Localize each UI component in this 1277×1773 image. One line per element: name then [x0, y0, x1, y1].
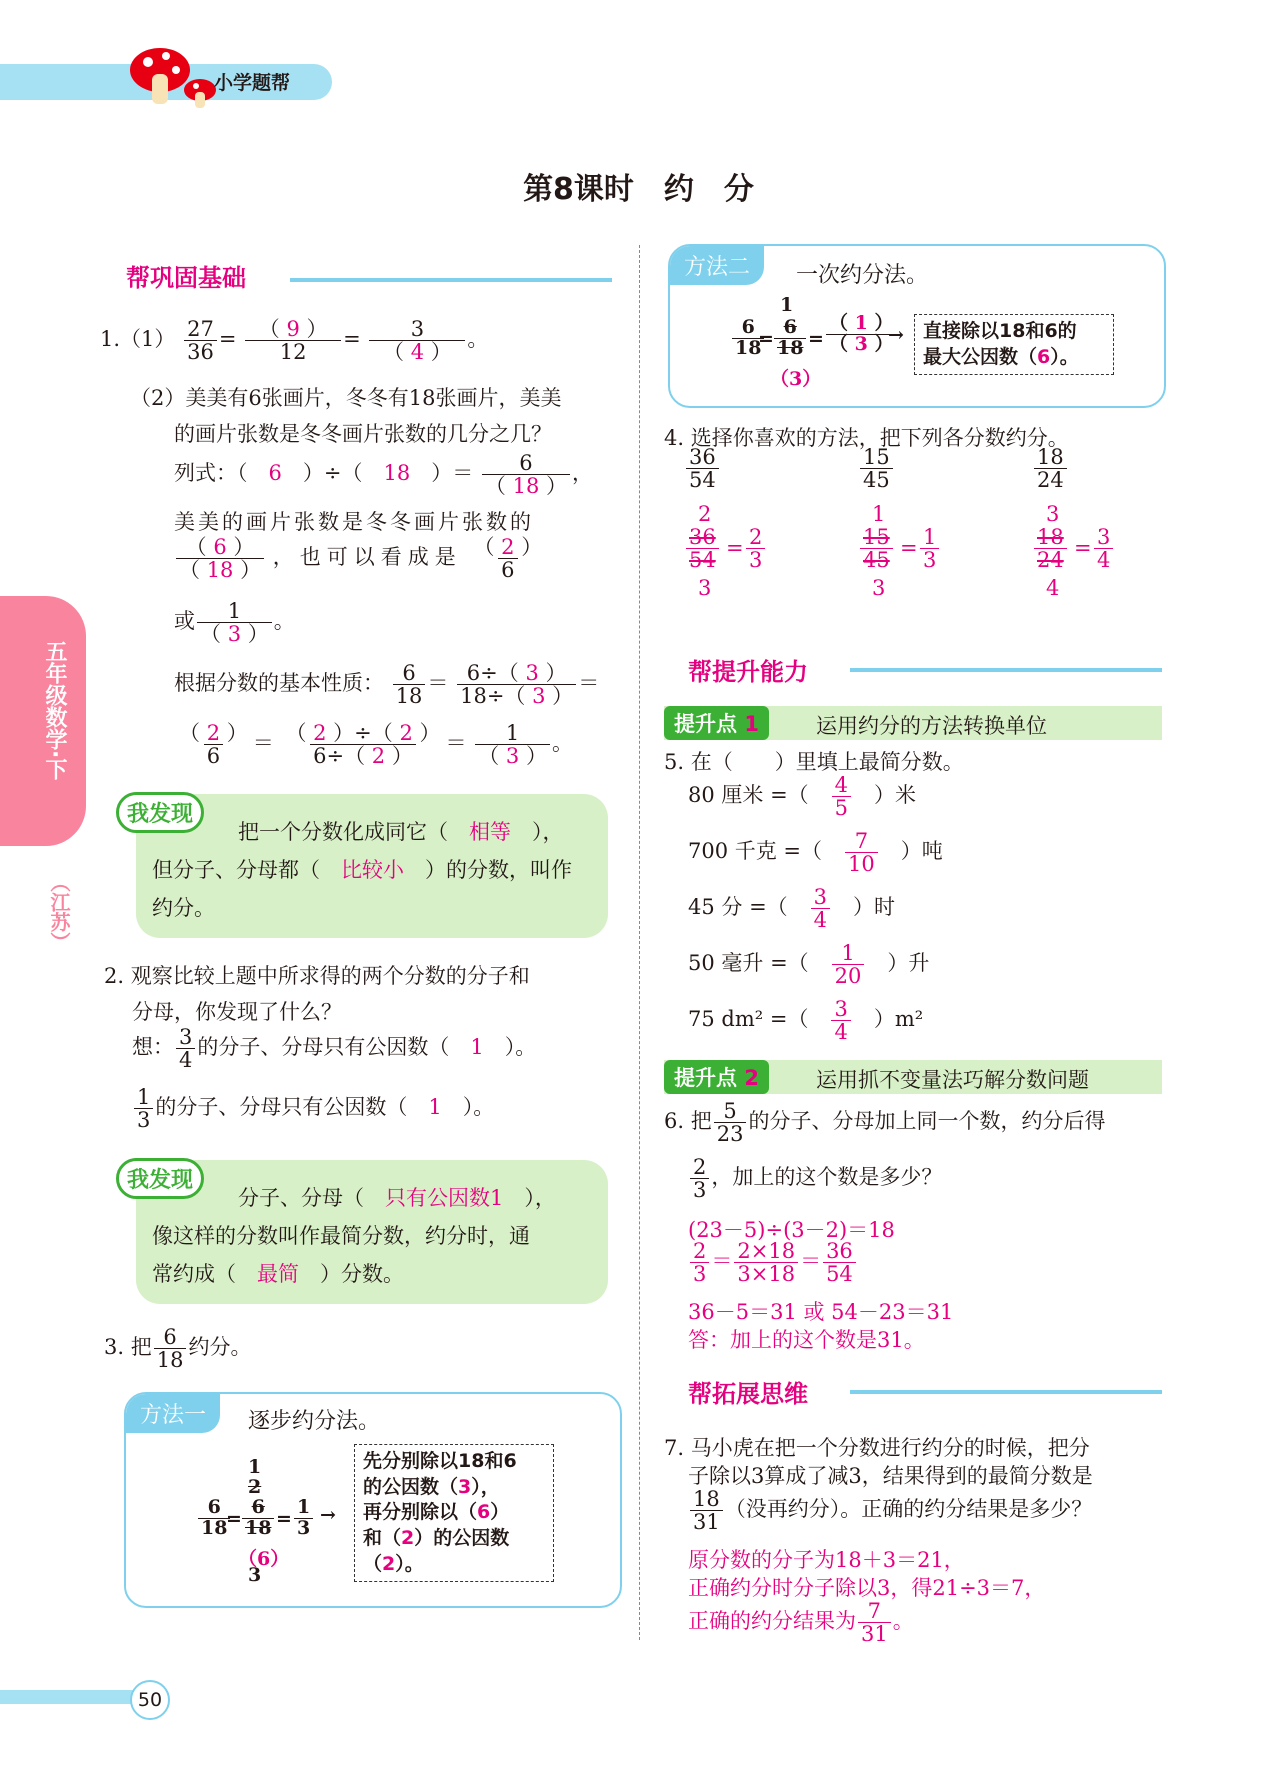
- q7-answer-2: 正确约分时分子除以3，得21÷3＝7，: [688, 1576, 1046, 1600]
- q4-item-1: $\frac{36}{54}$: [684, 446, 721, 491]
- q2-l3: 想： $\frac{3}{4}$ 的分子、分母只有公因数（ 1 ）。: [132, 1025, 537, 1073]
- method2-calc: $\frac{6}{18}$ = 1 $\frac{6}{18}$ （3） = $\frac{( 1 )}{( 3 )}$ →: [730, 294, 920, 394]
- q1-line6: 根据分数的基本性质： $\frac{6}{18}$ ＝ $\frac{6\div( 3 )}{18\div( 3 )}$ ＝: [174, 661, 600, 709]
- q5-row-1: 80 厘米 =（ $\frac{4}{5}$ ）米: [688, 773, 917, 821]
- section-line: [850, 1390, 1162, 1394]
- discover2-l2: 像这样的分数叫作最简分数，约分时，通: [152, 1224, 530, 1248]
- q2-l2: 分母，你发现了什么？: [132, 1000, 342, 1024]
- discover1-l1: 把一个分数化成同它（ 相等 ），: [238, 820, 564, 844]
- page-number: 50: [130, 1680, 170, 1720]
- method2-note: 直接除以18和6的 最大公因数（6）。: [914, 314, 1114, 375]
- q4-answer-2: 1 $\frac{15}{45}$ 3 = $\frac{1}{3}$: [858, 502, 978, 602]
- q2-l4: $\frac{1}{3}$ 的分子、分母只有公因数（ 1 ）。: [132, 1086, 494, 1131]
- discover1-l2: 但分子、分母都（ 比较小 ）的分数，叫作: [152, 858, 572, 882]
- q7-answer-3: 正确的约分结果为 $\frac{7}{31}$ 。: [688, 1599, 914, 1647]
- q1-line7: $\frac{( 2 )}{6}$ ＝ $\frac{( 2 )\div( 2 )}{6\div( 2 )}$ ＝ $\frac{1}{( 3 )}$ 。: [179, 721, 573, 769]
- q3: 3. 把 $\frac{6}{18}$ 约分。: [104, 1325, 252, 1373]
- q7-l2: 子除以3算成了减3，结果得到的最简分数是: [688, 1464, 1093, 1488]
- discover-bubble-2: 我发现: [116, 1158, 204, 1199]
- method1-desc: 逐步约分法。: [248, 1409, 381, 1434]
- q6-l2: $\frac{2}{3}$ ，加上的这个数是多少？: [688, 1156, 942, 1201]
- method2-tag: 方法二: [670, 246, 764, 285]
- q4-answer-3: 3 $\frac{18}{24}$ 4 = $\frac{3}{4}$: [1032, 502, 1152, 602]
- side-tab-region: （江苏）: [47, 872, 71, 952]
- point1-text: 运用约分的方法转换单位: [816, 714, 1047, 738]
- q1-part1: 1.（1） $\frac{27}{36}$ = $\frac{( 9 )}{12}$ = $\frac{3}{( 4 )}$ 。: [100, 317, 489, 365]
- q1-part2-l1: （2）美美有6张画片，冬冬有18张画片，美美: [130, 386, 562, 410]
- section-title-thinking: 帮拓展思维: [688, 1380, 808, 1408]
- q7-l1: 7. 马小虎在把一个分数进行约分的时候，把分: [664, 1436, 1090, 1460]
- point1-tag: 提升点 1: [664, 706, 769, 740]
- point2-tag: 提升点 2: [664, 1060, 769, 1094]
- q7-answer-1: 原分数的分子为18＋3＝21，: [688, 1548, 965, 1572]
- discover2-l1: 分子、分母（ 只有公因数1 ），: [238, 1186, 556, 1210]
- discover-bubble-1: 我发现: [116, 792, 204, 833]
- q4-text: 4. 选择你喜欢的方法，把下列各分数约分。: [664, 426, 1069, 450]
- point2-text: 运用抓不变量法巧解分数问题: [816, 1068, 1089, 1092]
- section-title-ability: 帮提升能力: [688, 658, 808, 686]
- side-tab-grade: 五年级数学·下: [42, 640, 67, 781]
- method1-calc: $\frac{6}{18}$ = 1 2 $\frac{6}{18}$ （6） 3 = $\frac{1}{3}$ →: [196, 1456, 346, 1576]
- q4-item-3: $\frac{18}{24}$: [1032, 446, 1069, 491]
- q6-answer-4: 答：加上的这个数是31。: [688, 1328, 925, 1352]
- q1-part2-l2: 的画片张数是冬冬画片张数的几分之几？: [174, 422, 552, 446]
- q1-formula: 列式：（ 6 ）÷（ 18 ）＝ $\frac{6}{( 18 )}$ ，: [174, 451, 594, 499]
- q5-row-3: 45 分 =（ $\frac{3}{4}$ ）时: [688, 885, 896, 933]
- q6-answer-3: 36－5＝31 或 54－23＝31: [688, 1300, 954, 1324]
- column-divider: [639, 245, 640, 1640]
- method2-desc: 一次约分法。: [796, 263, 929, 288]
- q2-l1: 2. 观察比较上题中所求得的两个分数的分子和: [104, 964, 530, 988]
- q1-line4: $\frac{( 6 )}{( 18 )}$ ，也可以看成是 $\frac{( 2 )}{6}$: [174, 536, 547, 581]
- mushroom-logo-icon: [128, 40, 218, 115]
- brand-name: 小学题帮: [214, 72, 291, 94]
- discover2-l3: 常约成（ 最简 ）分数。: [152, 1262, 404, 1286]
- q5-text: 5. 在（ ）里填上最简分数。: [664, 750, 964, 774]
- q4-item-2: $\frac{15}{45}$: [858, 446, 895, 491]
- q5-row-2: 700 千克 =（ $\frac{7}{10}$ ）吨: [688, 829, 943, 877]
- q7-l3: $\frac{18}{31}$ （没再约分）。正确的约分结果是多少？: [688, 1488, 1092, 1533]
- q6-answer-1: (23－5)÷(3－2)＝18: [688, 1218, 895, 1242]
- q5-row-5: 75 dm² =（ $\frac{3}{4}$ ）m²: [688, 997, 924, 1045]
- section-line: [850, 668, 1162, 672]
- method1-note: 先分别除以18和6 的公因数（3）， 再分别除以（6） 和（2）的公因数 （2）。: [354, 1444, 554, 1582]
- discover1-l3: 约分。: [152, 896, 215, 920]
- q1-line3: 美美的画片张数是冬冬画片张数的: [174, 510, 534, 534]
- method1-tag: 方法一: [126, 1394, 220, 1433]
- section-title-basics: 帮巩固基础: [126, 264, 246, 292]
- q1-line5: 或 $\frac{1}{( 3 )}$ 。: [174, 599, 295, 647]
- q6-l1: 6. 把 $\frac{5}{23}$ 的分子、分母加上同一个数，约分后得: [664, 1099, 1106, 1147]
- lesson-title: 第8课时 约 分: [523, 172, 754, 207]
- section-line: [290, 278, 612, 282]
- footer-bar: [0, 1690, 150, 1704]
- q5-row-4: 50 毫升 =（ $\frac{1}{20}$ ）升: [688, 941, 930, 989]
- q4-answer-1: 2 $\frac{36}{54}$ 3 = $\frac{2}{3}$: [684, 502, 804, 602]
- q6-answer-2: $\frac{2}{3}$ ＝ $\frac{2\times 18}{3\times 18}$ ＝ $\frac{36}{54}$: [688, 1240, 858, 1285]
